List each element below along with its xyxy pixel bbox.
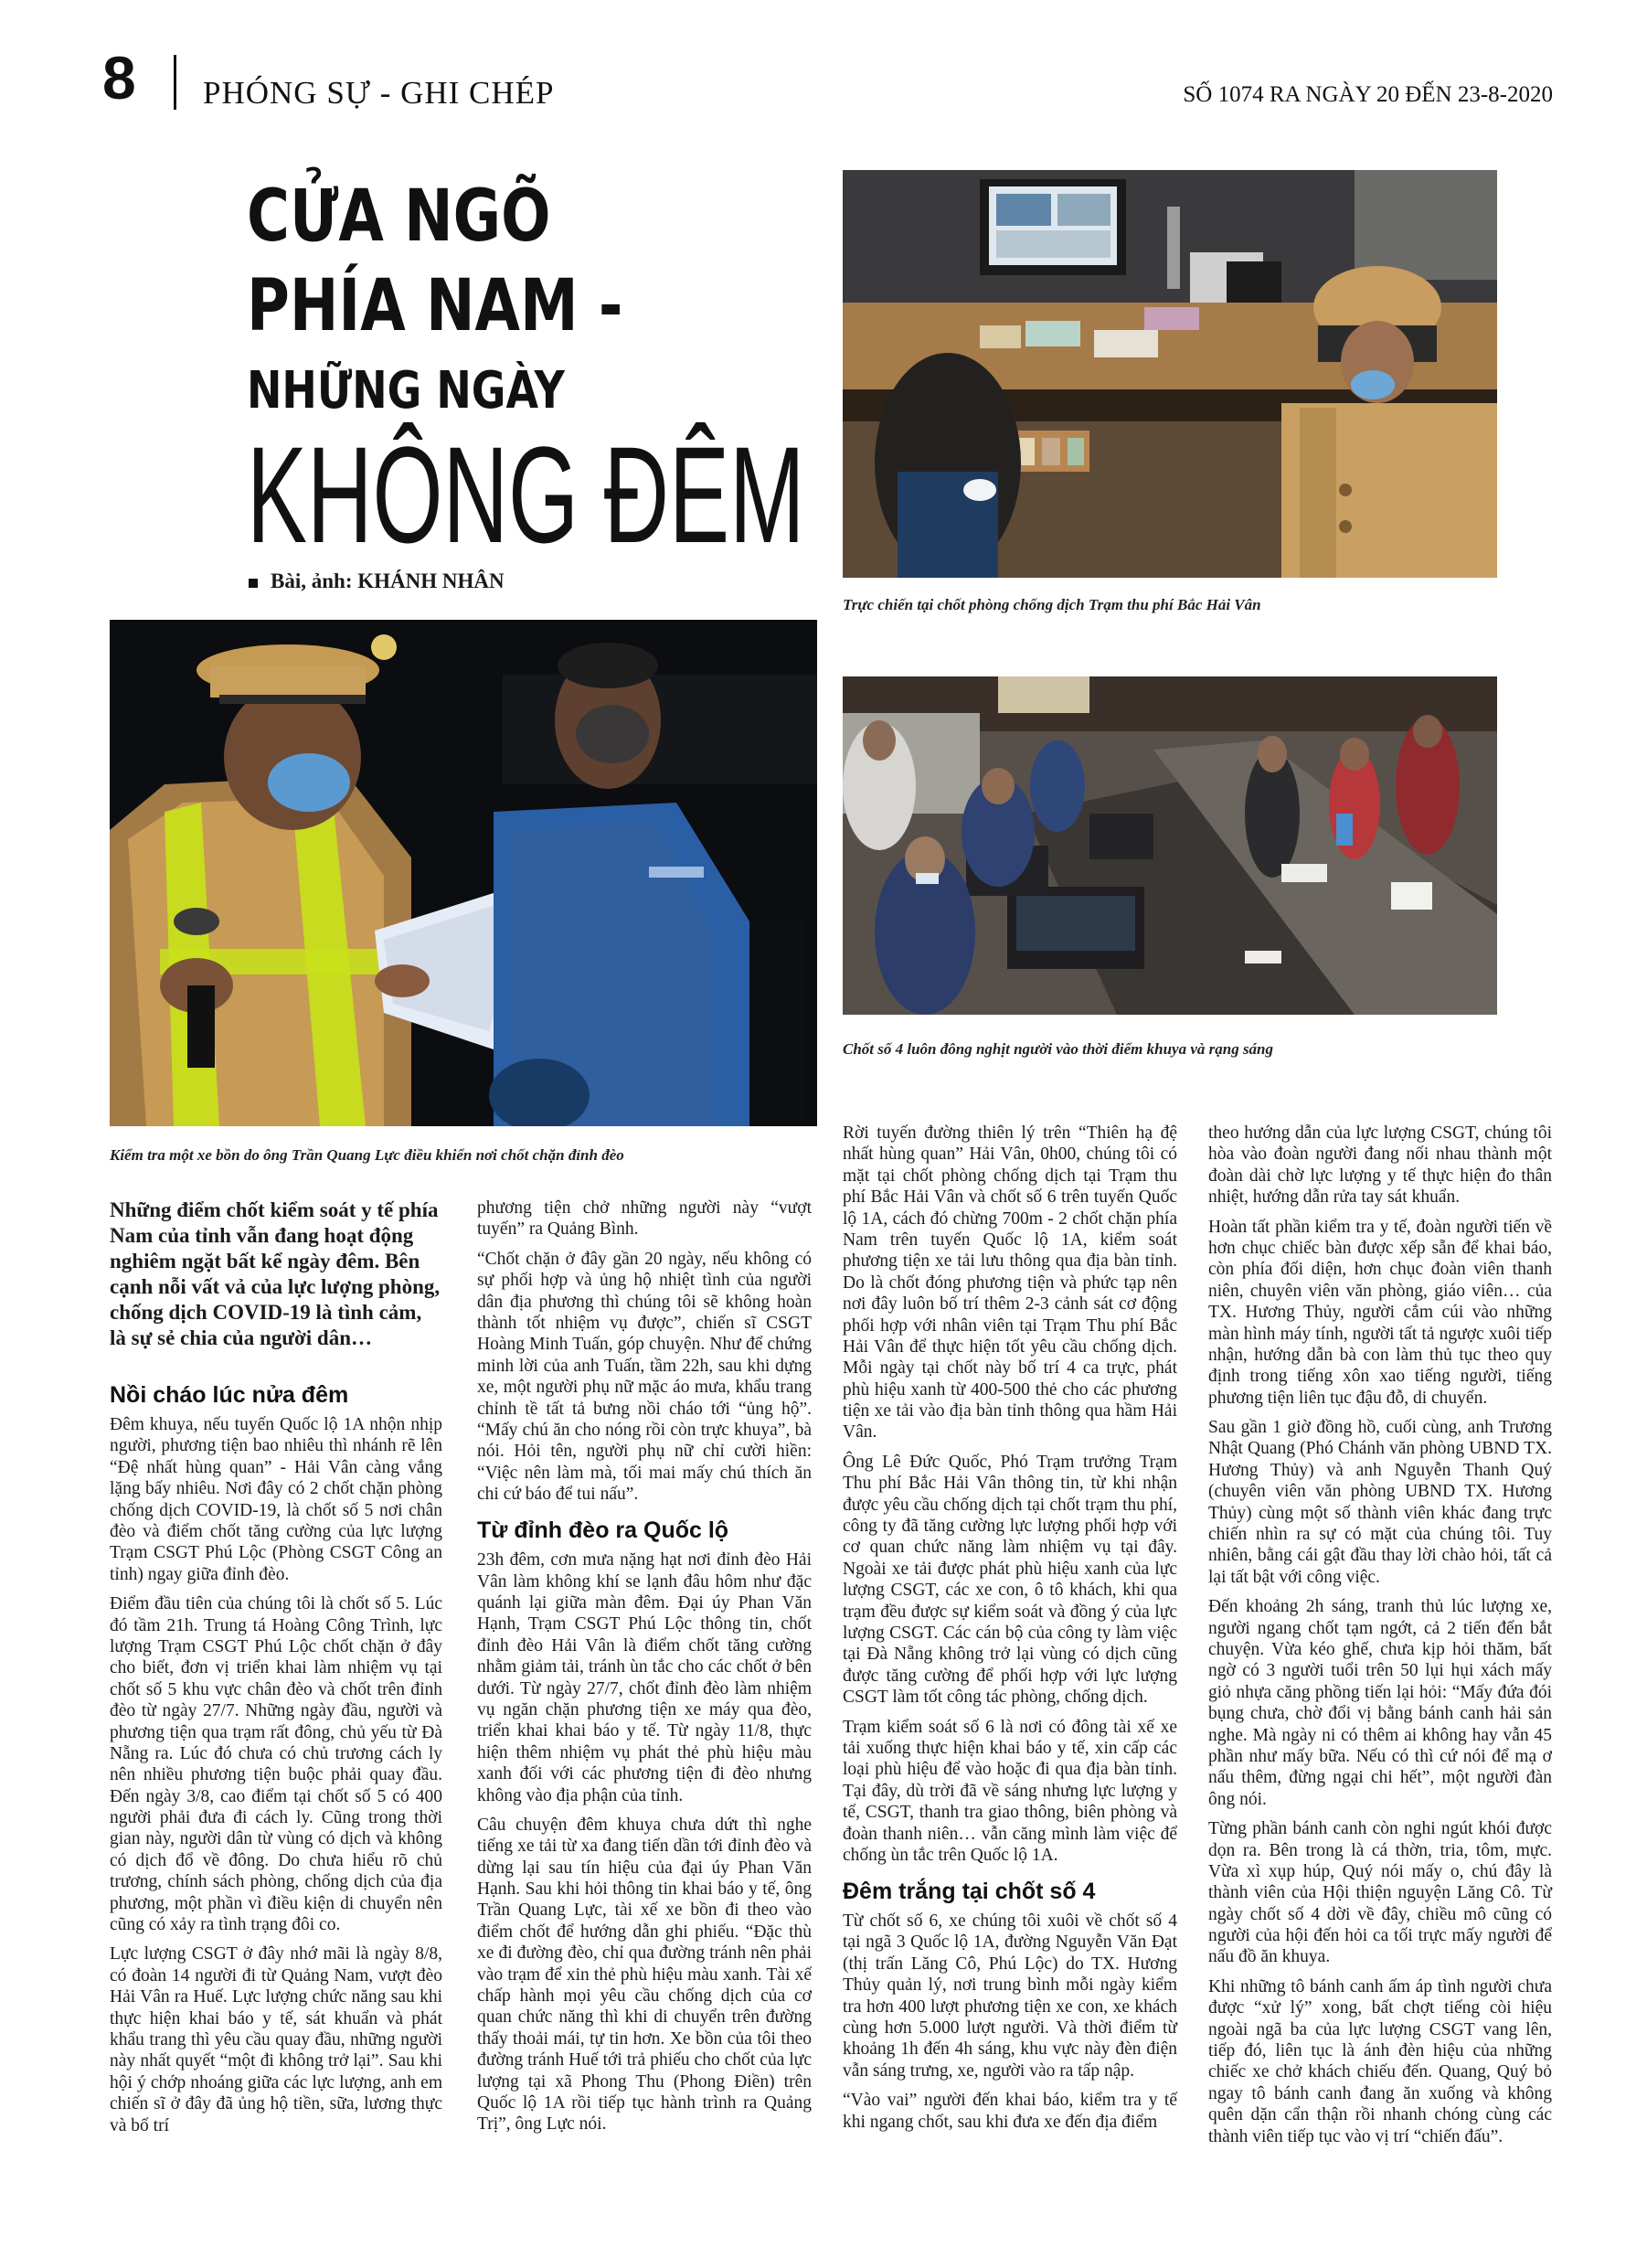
caption-top-right: Trực chiến tại chốt phòng chống dịch Trạm thu phí Bắc Hải Vân xyxy=(843,596,1261,613)
paragraph: Lực lượng CSGT ở đây nhớ mãi là ngày 8/8, có đoàn 14 người đi từ Quảng Nam, vượt đèo Hải Vân ra Huế. Lực lượng chức năng sau khi thực hiện khai báo y tế, sát khuẩn và phát khẩu trang thì yêu cầu quay đầu, những người này nhất quyết “một đi không trở lại”. Sau khi hội ý chớp nhoáng giữa các lực lượng, anh em chiến sĩ ở đây đã ủng hộ tiền, sữa, lương thực và bố trí xyxy=(110,1944,442,2135)
paragraph: Sau gần 1 giờ đồng hồ, cuối cùng, anh Trương Nhật Quang (Phó Chánh văn phòng UBND TX. Hương Thủy) và anh Nguyễn Thanh Quý (chuyên viên văn phòng UBND TX. Hương Thủy) cùng một số thành viên khác đang trực chiến nhìn ra sự có mặt của chúng tôi. Tuy nhiên, bằng cái gật đầu thay lời chào hỏi, tất cả lại tất bật với công việc. xyxy=(1208,1418,1552,1587)
paragraph: Câu chuyện đêm khuya chưa dứt thì nghe tiếng xe tải từ xa đang tiến dần tới đỉnh đèo và dừng lại sau tín hiệu của đại úy Phan Văn Hạnh. Sau khi hỏi thông tin khai báo y tế, ông Trần Quang Lực, tài xế xe bồn đi theo vào điểm chốt để hướng dẫn ghi phiếu. “Đặc thù xe đi đường đèo, chỉ qua đường tránh nên phải vào trạm để xin thẻ phù hiệu màu xanh. Tài xế chấp hành mọi yêu cầu chống dịch của cơ quan chức năng thì khi di chuyển trên đường thấy thoải mái, tự tin hơn. Xe bồn của tôi theo đường tránh Huế tới trả phiếu cho chốt của lực lượng tại xã Phong Thu (Phong Điền) trên Quốc lộ 1A rồi tiếp tục hành trình ra Quảng Trị”, ông Lực nói. xyxy=(477,1815,812,2135)
headline-line-4: KHÔNG ĐÊM xyxy=(247,418,805,571)
subhead-3: Đêm trắng tại chốt số 4 xyxy=(843,1879,1096,1905)
subhead-2: Từ đỉnh đèo ra Quốc lộ xyxy=(477,1517,729,1544)
byline xyxy=(249,570,505,593)
paragraph: Từng phần bánh canh còn nghi ngút khói được dọn ra. Bên trong là cá thờn, tria, tôm, mực. Vừa xì xụp húp, Quý nói mấy o, chú đây là thành viên của Hội thiện nguyện Lăng Cô. Từ ngày chốt số 4 dời về đây, chiều mô cũng có người của hội đến hỏi ca tối trực mấy người để nấu đồ ăn khuya. xyxy=(1208,1819,1552,1967)
paragraph: Ông Lê Đức Quốc, Phó Trạm trưởng Trạm Thu phí Bắc Hải Vân thông tin, từ khi nhận được yêu cầu chống dịch tại chốt trạm thu phí, công ty đã tăng cường lực lượng phối hợp với cơ quan chức năng làm nhiệm vụ tại đây. Ngoài xe tải được phát phù hiệu xanh của lực lượng CSGT, các xe con, ô tô khách, khi qua trạm đều được sự kiểm soát và đồng ý của lực lượng CSGT. Các cán bộ của công ty làm việc tại Đà Nẵng không trở lại vùng có dịch cũng được tăng cường để phối hợp với lực lượng CSGT làm tốt công tác phòng, chống dịch. xyxy=(843,1452,1177,1708)
paragraph: theo hướng dẫn của lực lượng CSGT, chúng tôi hòa vào đoàn người đang nối nhau thành một đoàn dài chờ lực lượng y tế thực hiện đo thân nhiệt, hướng dẫn rửa tay sát khuẩn. xyxy=(1208,1123,1552,1208)
paragraph: “Chốt chặn ở đây gần 20 ngày, nếu không có sự phối hợp và ủng hộ nhiệt tình của người dân địa phương thì chúng tôi sẽ không hoàn thành tốt nhiệm vụ được”, chiến sĩ CSGT Hoàng Minh Tuấn, góp chuyện. Như để chứng minh lời của anh Tuấn, tầm 22h, sau khi dựng xe, một người phụ nữ mặc áo mưa, khẩu trang chỉnh tề tất tả bưng nồi cháo tới “ủng hộ”. “Mấy chú ăn cho nóng rồi còn trực khuya”, bà nói. Hỏi tên, người phụ nữ chỉ cười hiền: “Việc nên làm mà, tối mai mấy chú thích ăn chi cứ báo để tui nấu”. xyxy=(477,1249,812,1505)
paragraph: Trạm kiểm soát số 6 là nơi có đông tài xế xe tải xuống thực hiện khai báo y tế, xin cấp các loại phù hiệu để vào hoặc đi qua địa bàn tỉnh. Tại đây, dù trời đã về sáng nhưng lực lượng y tế, CSGT, thanh tra giao thông, biên phòng và đoàn thanh niên… vẫn căng mình làm việc để chống ùn tắc trên Quốc lộ 1A. xyxy=(843,1717,1177,1865)
photo-toll-booth xyxy=(843,170,1497,578)
article-column-4 xyxy=(1208,1123,1552,2156)
header-divider xyxy=(174,55,176,110)
paragraph: Rời tuyến đường thiên lý trên “Thiên hạ đệ nhất hùng quan” Hải Vân, 0h00, chúng tôi có mặt tại chốt phòng chống dịch tại Trạm thu phí Bắc Hải Vân và chốt số 6 trên tuyến Quốc lộ 1A, cách đó chừng 700m - 2 chốt chặn phía Nam trên tuyến Quốc lộ 1A, kiểm soát phương tiện xe tải lưu thông qua địa bàn tỉnh. Do là chốt đóng phương tiện và phức tạp nên nơi đây luôn bố trí thêm 2-3 cảnh sát cơ động phối hợp với nhân viên tại Trạm Thu phí Bắc Hải Vân để thực hiện tốt yêu cầu chống dịch. Mỗi ngày tại chốt này bố trí 4 ca trực, phát phù hiệu xanh từ 400-500 thẻ cho các phương tiện xe tải vào địa bàn tỉnh thông qua hầm Hải Vân. xyxy=(843,1123,1177,1443)
paragraph: Từ chốt số 6, xe chúng tôi xuôi về chốt số 4 tại ngã 3 Quốc lộ 1A, đường Nguyễn Văn Đạt (thị trấn Lăng Cô, Phú Lộc) do TX. Hương Thủy quản lý, nơi trung bình mỗi ngày kiểm tra hơn 400 lượt phương tiện xe con, xe khách cùng hơn 5.000 lượt người. Và thời điểm từ khoảng 1h đến 4h sáng, khu vực này đèn điện vẫn sáng trưng, xe, người vào ra tấp nập. xyxy=(843,1911,1177,2081)
photo-night-inspection xyxy=(110,620,817,1126)
caption-middle-right: Chốt số 4 luôn đông nghịt người vào thời điểm khuya và rạng sáng xyxy=(843,1040,1274,1058)
subhead-1: Nồi cháo lúc nửa đêm xyxy=(110,1382,349,1409)
paragraph: phương tiện chở những người này “vượt tuyến” ra Quảng Bình. xyxy=(477,1198,812,1240)
page-number: 8 xyxy=(102,44,136,112)
byline-text: Bài, ảnh: KHÁNH NHÂN xyxy=(271,570,505,592)
photo-night-inspection-image xyxy=(110,620,817,1126)
issue-info: SỐ 1074 RA NGÀY 20 ĐẾN 23-8-2020 xyxy=(1183,82,1553,107)
bullet-square xyxy=(249,579,258,588)
article-column-3 xyxy=(843,1123,1177,2141)
article-column-2 xyxy=(477,1198,812,2144)
paragraph: 23h đêm, cơn mưa nặng hạt nơi đỉnh đèo Hải Vân làm không khí se lạnh đâu hôm như đặc quánh lại giữa màn đêm. Đại úy Phan Văn Hạnh, Trạm CSGT Phú Lộc thông tin, chốt đỉnh đèo Hải Vân là điểm chốt tăng cường nhằm giảm tải, tránh ùn tắc cho các chốt ở bên dưới. Từ ngày 27/7, chốt đỉnh đèo làm nhiệm vụ ngăn chặn phương tiện xe máy qua đèo, triển khai khai báo y tế. Từ ngày 11/8, thực hiện thêm nhiệm vụ phát thẻ phù hiệu màu xanh đối với các phương tiện đi đèo nhưng không vào địa phận của tỉnh. xyxy=(477,1550,812,1805)
photo-toll-booth-image xyxy=(843,170,1497,578)
headline-line-2: PHÍA NAM - xyxy=(247,265,623,347)
headline-line-1: CỬA NGÕ xyxy=(247,176,551,258)
paragraph: Hoàn tất phần kiểm tra y tế, đoàn người tiến về hơn chục chiếc bàn được xếp sẵn để khai báo, còn phía đối diện, hơn chục đoàn viên thanh niên, chuyên viên văn phòng, giáo viên… của TX. Hương Thủy, người cắm cúi vào những màn hình máy tính, người tất tả ngược xuôi tiếp nhận, hướng dẫn bà con làm thủ tục theo quy định trong tiếng xôn xao tiếng người, tiếng phương tiện liên tục đậu đỗ, di chuyển. xyxy=(1208,1217,1552,1408)
paragraph: Khi những tô bánh canh ấm áp tình người chưa được “xử lý” xong, bất chợt tiếng còi hiệu ngoài ngã ba của lực lượng CSGT vang lên, tiếp đó, liên tục là ánh đèn hiệu của những chiếc xe chở khách chiếu đến. Quang, Quý bỏ ngay tô bánh canh đang ăn xuống và không quên dặn cẩn thận rồi nhanh chóng cùng các thành viên tiếp tục vào vị trí “chiến đấu”. xyxy=(1208,1976,1552,2146)
section-title: PHÓNG SỰ - GHI CHÉP xyxy=(203,75,555,111)
paragraph: Đêm khuya, nếu tuyến Quốc lộ 1A nhộn nhịp người, phương tiện bao nhiêu thì nhánh rẽ lên “Đệ nhất hùng quan” - Hải Vân càng vắng lặng bấy nhiêu. Nơi đây có 2 chốt chặn phòng chống dịch COVID-19, là chốt số 5 nơi chân đèo và điểm chốt tăng cường của lực lượng Trạm CSGT Phú Lộc (Phòng CSGT Công an tỉnh) ngay giữa đỉnh đèo. xyxy=(110,1415,442,1584)
headline-line-3: NHỮNG NGÀY xyxy=(247,361,565,421)
paragraph: “Vào vai” người đến khai báo, kiểm tra y tế khi ngang chốt, sau khi đưa xe đến địa điểm xyxy=(843,2091,1177,2132)
paragraph: Điểm đầu tiên của chúng tôi là chốt số 5. Lúc đó tầm 21h. Trung tá Hoàng Công Trình, lực lượng Trạm CSGT Phú Lộc chốt chặn ở đây cho biết, đơn vị triển khai làm nhiệm vụ tại chốt số 5 khu vực chân đèo và chốt trên đỉnh đèo từ ngày 27/7. Những ngày đầu, người và phương tiện qua trạm rất đông, chủ yếu từ Đà Nẵng ra. Lúc đó chưa có chủ trương cách ly nên nhiều phương tiện buộc phải quay đầu. Đến ngày 3/8, cao điểm tại chốt số 5 có 400 người phải đưa đi cách ly. Cũng trong thời gian này, người dân từ vùng có dịch và không có dịch đổ về đông. Do chưa hiểu rõ chủ trương, chính sách phòng, chống dịch của địa phương, một phần vì điều kiện di chuyển nên cũng có xảy ra tình trạng đôi co. xyxy=(110,1594,442,1935)
article-column-1 xyxy=(110,1198,442,2145)
article-lead: Những điểm chốt kiểm soát y tế phía Nam của tỉnh vẫn đang hoạt động nghiêm ngặt bất kể ngày đêm. Bên cạnh nỗi vất vả của lực lượng phòng, chống dịch COVID-19 là tình cảm, là sự sẻ chia của người dân… xyxy=(110,1198,441,1350)
photo-checkpoint-4 xyxy=(843,676,1497,1015)
photo-checkpoint-4-image xyxy=(843,676,1497,1015)
paragraph: Đến khoảng 2h sáng, tranh thủ lúc lượng xe, người ngang chốt tạm ngớt, cả 2 tiến đến bắt chuyện. Vừa kéo ghế, chưa kịp hỏi thăm, bất ngờ có 3 người tuổi trên 50 lụi hụi xách mấy giỏ nhựa căng phồng tiến lại hỏi: “Mấy đứa đói bụng chưa, chờ đổi vị bằng bánh canh hải sản nghe. Mà ngày ni có thêm ai không hay vẫn 45 phần như mấy bữa. Nếu có thì cứ nói để mạ ơ nấu thêm, đừng ngại chi hết”, một người đàn ông nói. xyxy=(1208,1597,1552,1809)
caption-main: Kiểm tra một xe bồn do ông Trần Quang Lực điều khiển nơi chốt chặn đỉnh đèo xyxy=(110,1146,624,1164)
